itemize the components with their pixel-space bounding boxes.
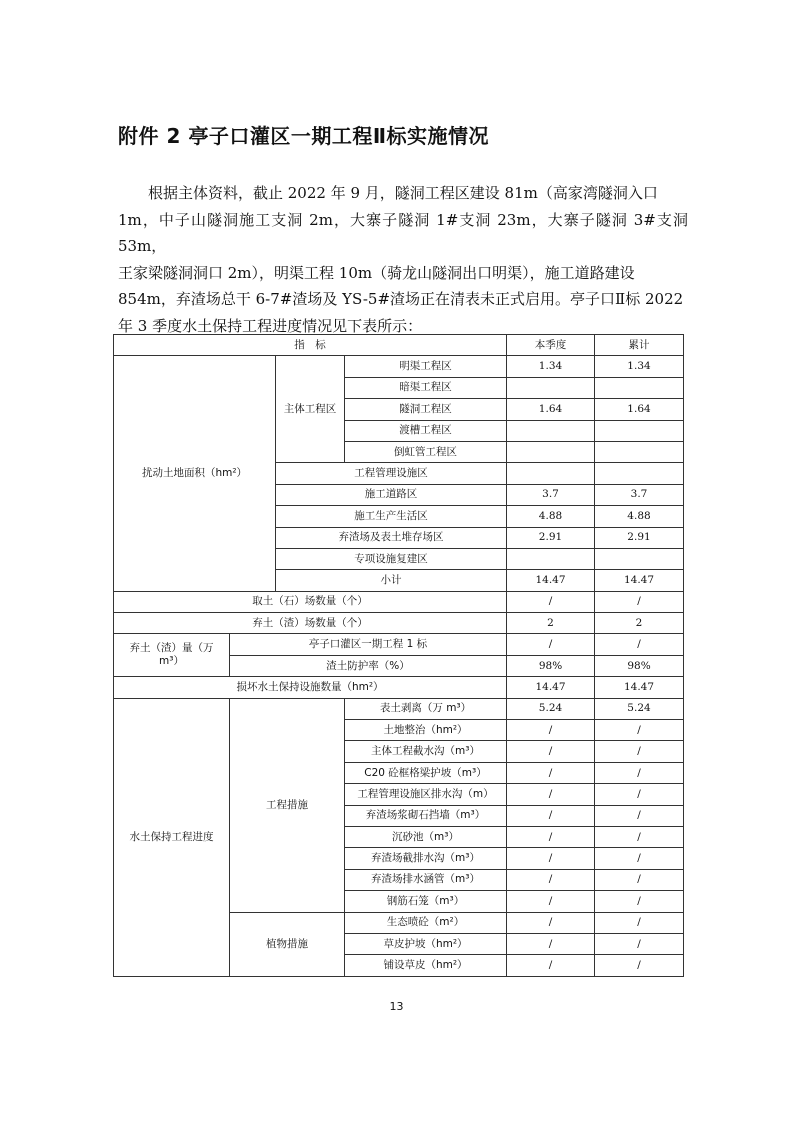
paragraph-line: 854m，弃渣场总干 6-7#渣场及 YS-5#渣场正在清表未正式启用。亭子口Ⅱ标 2022 xyxy=(118,290,684,309)
cumulative-value: 3.7 xyxy=(595,484,684,505)
cumulative-value: 1.34 xyxy=(595,356,684,377)
row-label: 损坏水土保持设施数量（hm²） xyxy=(114,677,507,698)
quarter-value xyxy=(507,441,595,462)
cumulative-value: / xyxy=(595,869,684,890)
row-label: 专项设施复建区 xyxy=(276,548,507,569)
row-label: 暗渠工程区 xyxy=(345,377,507,398)
cumulative-value: 2 xyxy=(595,613,684,634)
table-row xyxy=(114,591,684,612)
table-header-row xyxy=(114,335,684,356)
row-group-label: 弃土（渣）量（万 m³） xyxy=(114,634,230,677)
paragraph-line: 1m，中子山隧洞施工支洞 2m，大寨子隧洞 1#支洞 23m，大寨子隧洞 3#支洞 53m， xyxy=(118,210,688,256)
quarter-value: / xyxy=(507,891,595,912)
quarter-value: / xyxy=(507,634,595,655)
quarter-value: 14.47 xyxy=(507,677,595,698)
cumulative-value: / xyxy=(595,933,684,954)
quarter-value: / xyxy=(507,933,595,954)
quarter-value: 14.47 xyxy=(507,570,595,591)
row-label: 钢筋石笼（m³） xyxy=(345,891,507,912)
table-row xyxy=(114,634,684,655)
row-label: 施工道路区 xyxy=(276,484,507,505)
header-quarter: 本季度 xyxy=(507,335,595,356)
quarter-value: 2 xyxy=(507,613,595,634)
intro-paragraph xyxy=(118,180,688,340)
quarter-value xyxy=(507,377,595,398)
row-subgroup-label: 工程措施 xyxy=(230,698,345,912)
quarter-value: / xyxy=(507,912,595,933)
quarter-value: 1.34 xyxy=(507,356,595,377)
row-label: 工程管理设施区 xyxy=(276,463,507,484)
row-label: 弃土（渣）场数量（个） xyxy=(114,613,507,634)
cumulative-value: / xyxy=(595,762,684,783)
quarter-value: 2.91 xyxy=(507,527,595,548)
cumulative-value: 2.91 xyxy=(595,527,684,548)
row-label: 施工生产生活区 xyxy=(276,506,507,527)
table-row xyxy=(114,613,684,634)
quarter-value: 1.64 xyxy=(507,399,595,420)
row-label: 弃渣场排水涵管（m³） xyxy=(345,869,507,890)
quarter-value: / xyxy=(507,720,595,741)
cumulative-value: / xyxy=(595,741,684,762)
cumulative-value: / xyxy=(595,826,684,847)
cumulative-value xyxy=(595,441,684,462)
row-label: 草皮护坡（hm²） xyxy=(345,933,507,954)
row-label: 渡槽工程区 xyxy=(345,420,507,441)
row-label: 沉砂池（m³） xyxy=(345,826,507,847)
cumulative-value xyxy=(595,548,684,569)
row-label: 隧洞工程区 xyxy=(345,399,507,420)
row-label: 土地整治（hm²） xyxy=(345,720,507,741)
row-label: 取土（石）场数量（个） xyxy=(114,591,507,612)
cumulative-value: / xyxy=(595,805,684,826)
quarter-value: / xyxy=(507,741,595,762)
quarter-value: 4.88 xyxy=(507,506,595,527)
header-cumulative: 累计 xyxy=(595,335,684,356)
cumulative-value: 14.47 xyxy=(595,570,684,591)
cumulative-value: / xyxy=(595,955,684,976)
row-label: 铺设草皮（hm²） xyxy=(345,955,507,976)
cumulative-value: / xyxy=(595,891,684,912)
row-label: 渣土防护率（%） xyxy=(230,655,507,676)
row-label: C20 砼框格梁护坡（m³） xyxy=(345,762,507,783)
paragraph-line: 根据主体资料，截止 2022 年 9 月，隧洞工程区建设 81m（高家湾隧洞入口 xyxy=(148,184,658,202)
row-group-label: 扰动土地面积（hm²） xyxy=(114,356,276,591)
quarter-value: 5.24 xyxy=(507,698,595,719)
quarter-value: 98% xyxy=(507,655,595,676)
cumulative-value: / xyxy=(595,784,684,805)
quarter-value: / xyxy=(507,591,595,612)
paragraph-line: 王家梁隧洞洞口 2m），明渠工程 10m（骑龙山隧洞出口明渠），施工道路建设 xyxy=(118,263,635,282)
progress-table xyxy=(113,334,684,977)
row-subgroup-label: 主体工程区 xyxy=(276,356,345,463)
cumulative-value xyxy=(595,420,684,441)
document-title: 附件 2 亭子口灌区一期工程Ⅱ标实施情况 xyxy=(118,124,490,148)
row-label: 明渠工程区 xyxy=(345,356,507,377)
cumulative-value: 1.64 xyxy=(595,399,684,420)
row-label: 主体工程截水沟（m³） xyxy=(345,741,507,762)
row-label: 弃渣场截排水沟（m³） xyxy=(345,848,507,869)
cumulative-value: / xyxy=(595,634,684,655)
paragraph-line: 年 3 季度水土保持工程进度情况见下表所示： xyxy=(118,316,423,335)
quarter-value: / xyxy=(507,762,595,783)
cumulative-value: / xyxy=(595,912,684,933)
page-number: 13 xyxy=(389,1000,404,1013)
quarter-value xyxy=(507,463,595,484)
cumulative-value: / xyxy=(595,591,684,612)
cumulative-value: / xyxy=(595,720,684,741)
cumulative-value: 5.24 xyxy=(595,698,684,719)
quarter-value: / xyxy=(507,826,595,847)
row-label: 表土剥离（万 m³） xyxy=(345,698,507,719)
row-label: 工程管理设施区排水沟（m） xyxy=(345,784,507,805)
quarter-value: / xyxy=(507,805,595,826)
quarter-value: / xyxy=(507,869,595,890)
cumulative-value: / xyxy=(595,848,684,869)
cumulative-value: 98% xyxy=(595,655,684,676)
cumulative-value: 14.47 xyxy=(595,677,684,698)
row-label: 生态喷砼（m²） xyxy=(345,912,507,933)
quarter-value: / xyxy=(507,848,595,869)
row-group-label: 水土保持工程进度 xyxy=(114,698,230,976)
quarter-value: / xyxy=(507,955,595,976)
quarter-value xyxy=(507,548,595,569)
row-label: 小计 xyxy=(276,570,507,591)
row-label: 亭子口灌区一期工程 1 标 xyxy=(230,634,507,655)
table-row xyxy=(114,698,684,719)
row-label: 弃渣场浆砌石挡墙（m³） xyxy=(345,805,507,826)
table-row xyxy=(114,677,684,698)
table-row xyxy=(114,356,684,377)
header-indicator: 指 标 xyxy=(114,335,507,356)
row-label: 弃渣场及表土堆存场区 xyxy=(276,527,507,548)
quarter-value xyxy=(507,420,595,441)
quarter-value: 3.7 xyxy=(507,484,595,505)
cumulative-value xyxy=(595,463,684,484)
quarter-value: / xyxy=(507,784,595,805)
row-label: 倒虹管工程区 xyxy=(345,441,507,462)
row-subgroup-label: 植物措施 xyxy=(230,912,345,976)
cumulative-value: 4.88 xyxy=(595,506,684,527)
cumulative-value xyxy=(595,377,684,398)
